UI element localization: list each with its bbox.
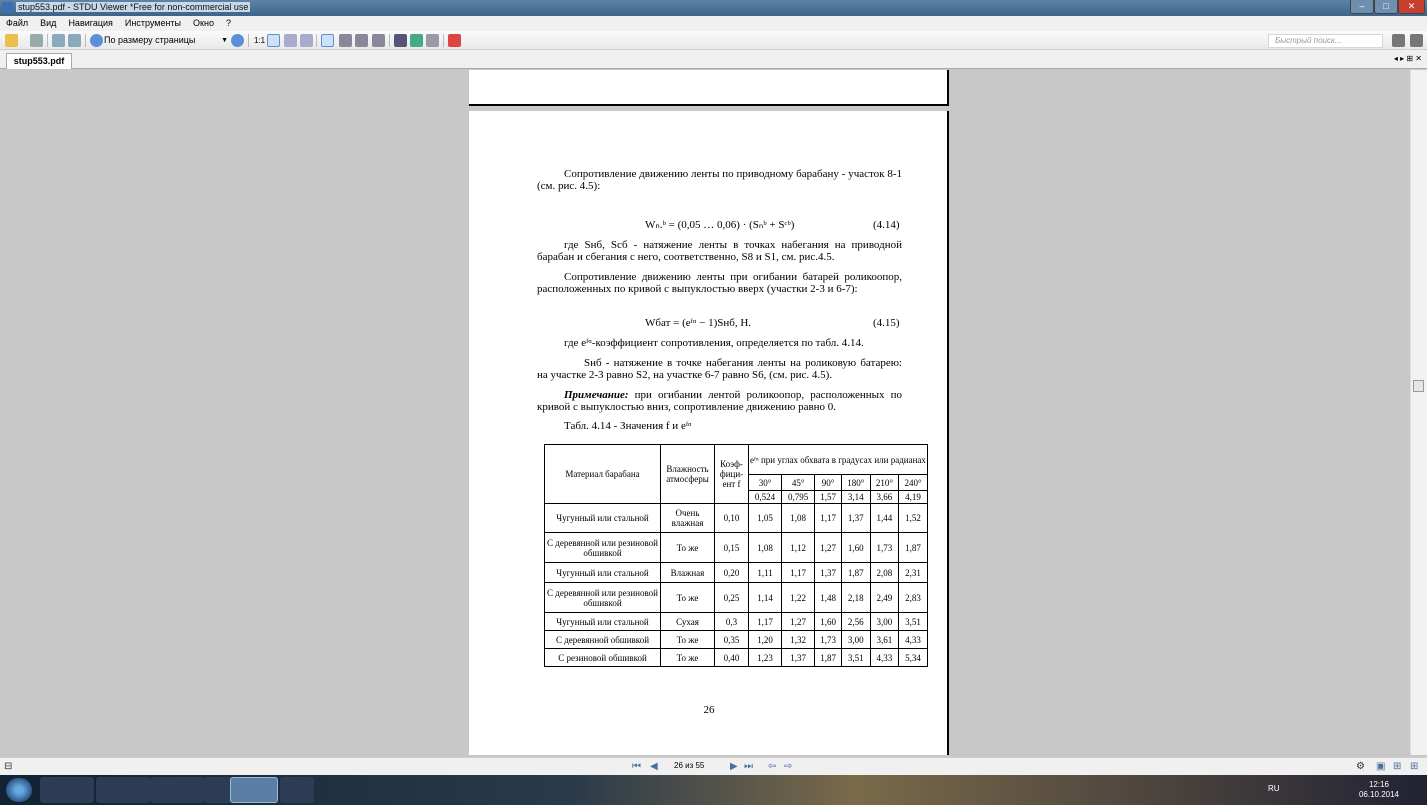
radian-header: 4,19 — [899, 491, 928, 504]
row-value: 1,23 — [749, 649, 782, 667]
row-value: 1,37 — [841, 504, 870, 533]
scrollbar-thumb[interactable] — [1413, 380, 1424, 392]
equation-formula: Wбат = (eᶠᵅ − 1)Sнб, Н. — [645, 317, 752, 329]
row-value: 1,37 — [815, 563, 842, 583]
row-value: 2,83 — [899, 583, 928, 613]
paragraph: где Sнб, Sсб - натяжение ленты в точках набегания на приводной барабан и сбегания с него, соответственно, S8 и S1, см. рис.4.5. — [537, 239, 902, 263]
internet-explorer-icon[interactable] — [96, 777, 150, 803]
row-coefficient: 0,10 — [715, 504, 749, 533]
title-bar — [0, 0, 1427, 16]
fit-page-icon[interactable] — [267, 34, 280, 47]
coefficient-table — [544, 444, 928, 667]
row-humidity: То же — [661, 533, 715, 563]
copy-icon[interactable] — [52, 34, 65, 47]
app-icon — [2, 2, 13, 13]
row-value: 1,14 — [749, 583, 782, 613]
row-material: С деревянной или резиновой обшивкой — [545, 583, 661, 613]
row-value: 1,44 — [870, 504, 899, 533]
radian-header: 3,66 — [870, 491, 899, 504]
header-angles-group: eᶠᵅ при углах обхвата в градусах или радианах — [749, 445, 928, 475]
radian-header: 0,524 — [749, 491, 782, 504]
sidebar-toggle-icon[interactable]: ⊟ — [4, 761, 13, 772]
row-value: 5,34 — [899, 649, 928, 667]
row-value: 1,60 — [841, 533, 870, 563]
settings-icon[interactable]: ⚙ — [1356, 761, 1365, 772]
row-value: 3,51 — [899, 613, 928, 631]
angle-header: 45° — [782, 475, 815, 491]
row-humidity: Влажная — [661, 563, 715, 583]
row-humidity: То же — [661, 583, 715, 613]
forward-icon[interactable]: ⇨ — [784, 761, 793, 772]
row-value: 1,87 — [899, 533, 928, 563]
row-coefficient: 0,35 — [715, 631, 749, 649]
language-indicator[interactable]: RU — [1268, 784, 1280, 793]
row-value: 1,17 — [749, 613, 782, 631]
snapshot-icon[interactable] — [372, 34, 385, 47]
row-value: 1,22 — [782, 583, 815, 613]
row-value: 1,27 — [815, 533, 842, 563]
menu-help[interactable]: ? — [225, 18, 231, 28]
table-caption: Табл. 4.14 - Значения f и eᶠᵅ — [564, 420, 692, 432]
note-text: при огибании лентой роликоопор, расположенных по кривой с выпуклостью вниз, сопротивление движению равно 0. — [537, 389, 902, 413]
table-row — [545, 649, 928, 667]
row-value: 3,00 — [870, 613, 899, 631]
menu-window[interactable]: Окно — [193, 18, 214, 28]
page-icon[interactable] — [68, 34, 81, 47]
zoom-select[interactable] — [104, 34, 228, 47]
paragraph: Сопротивление движению ленты при огибании батарей роликоопор, расположенных по кривой с выпуклостью вверх (участки 2-3 и 6-7): — [537, 271, 902, 295]
table-row — [545, 631, 928, 649]
table-row — [545, 533, 928, 563]
maximize-button[interactable]: □ — [1374, 0, 1398, 14]
angle-header: 30° — [749, 475, 782, 491]
row-coefficient: 0,3 — [715, 613, 749, 631]
note-label: Примечание: — [564, 389, 629, 401]
row-value: 1,11 — [749, 563, 782, 583]
tab-controls[interactable]: ◂ ▸ ⊞ ✕ — [1393, 54, 1422, 63]
fit-height-icon[interactable] — [300, 34, 313, 47]
sync-icon[interactable] — [410, 34, 423, 47]
zoom-in-icon[interactable] — [231, 34, 244, 47]
header-humidity: Влажность атмосферы — [661, 445, 715, 504]
menu-view[interactable]: Вид — [40, 18, 57, 28]
minimize-button[interactable]: – — [1350, 0, 1374, 14]
tab-document[interactable]: stup553.pdf — [6, 53, 72, 69]
row-value: 1,52 — [899, 504, 928, 533]
chevron-down-icon: ▼ — [221, 37, 228, 44]
paragraph: Sнб - натяжение в точке набегания ленты на роликовую батарею: на участке 2-3 равно S2, на участке 6-7 равно S6, (см. рис. 4.5). — [537, 357, 902, 381]
row-value: 1,12 — [782, 533, 815, 563]
single-page-view-icon[interactable]: ▣ — [1376, 761, 1386, 772]
paragraph: где eᶠᵅ-коэффициент сопротивления, определяется по табл. 4.14. — [564, 337, 864, 349]
table-row — [545, 504, 928, 533]
angle-header: 90° — [815, 475, 842, 491]
row-value: 1,17 — [815, 504, 842, 533]
tab-bar — [0, 50, 1427, 69]
media-player-icon[interactable] — [40, 777, 94, 803]
grid-view-icon[interactable]: ⊞ — [1410, 761, 1419, 772]
row-humidity: То же — [661, 649, 715, 667]
next-page-icon[interactable]: ▶ — [730, 761, 738, 772]
row-material: С деревянной обшивкой — [545, 631, 661, 649]
row-humidity: Сухая — [661, 613, 715, 631]
row-value: 1,73 — [870, 533, 899, 563]
angle-header: 180° — [841, 475, 870, 491]
toolbar — [0, 31, 1427, 50]
clock-time: 12:16 — [1368, 780, 1389, 789]
row-value: 1,27 — [782, 613, 815, 631]
word-icon[interactable] — [280, 777, 314, 803]
row-value: 3,61 — [870, 631, 899, 649]
table-row — [545, 583, 928, 613]
current-page — [469, 111, 949, 755]
row-value: 1,08 — [782, 504, 815, 533]
row-value: 1,20 — [749, 631, 782, 649]
fit-width-icon[interactable] — [284, 34, 297, 47]
menu-navigation[interactable]: Навигация — [68, 18, 113, 28]
row-value: 1,37 — [782, 649, 815, 667]
row-value: 4,33 — [899, 631, 928, 649]
row-material: С резиновой обшивкой — [545, 649, 661, 667]
taskbar — [0, 775, 1427, 805]
print-icon[interactable] — [30, 34, 43, 47]
row-humidity: Очень влажная — [661, 504, 715, 533]
last-page-icon[interactable]: ⏭ — [744, 761, 753, 772]
row-material: С деревянной или резиновой обшивкой — [545, 533, 661, 563]
row-material: Чугунный или стальной — [545, 563, 661, 583]
row-value: 2,31 — [899, 563, 928, 583]
vertical-scrollbar[interactable] — [1410, 70, 1427, 755]
header-coefficient: Коэф-фици-ент f — [715, 445, 749, 504]
row-value: 1,32 — [782, 631, 815, 649]
row-value: 1,60 — [815, 613, 842, 631]
angle-header: 210° — [870, 475, 899, 491]
row-value: 2,56 — [841, 613, 870, 631]
separator — [47, 34, 48, 47]
search-options-icon[interactable] — [1410, 34, 1423, 47]
start-button-icon[interactable] — [6, 778, 32, 802]
search-go-icon[interactable] — [1392, 34, 1405, 47]
row-value: 2,49 — [870, 583, 899, 613]
quick-search-input[interactable]: Быстрый поиск... — [1268, 34, 1383, 48]
row-value: 2,08 — [870, 563, 899, 583]
pages-icon[interactable] — [426, 34, 439, 47]
previous-page — [469, 70, 949, 106]
row-material: Чугунный или стальной — [545, 613, 661, 631]
equation-number: (4.14) — [873, 219, 900, 231]
first-page-icon[interactable]: ⏮ — [632, 761, 641, 772]
menu-file[interactable]: Файл — [6, 18, 29, 28]
close-button[interactable]: ✕ — [1398, 0, 1425, 14]
row-value: 4,33 — [870, 649, 899, 667]
row-value: 1,73 — [815, 631, 842, 649]
table-row — [545, 613, 928, 631]
row-value: 1,48 — [815, 583, 842, 613]
row-value: 1,05 — [749, 504, 782, 533]
find-icon[interactable] — [394, 34, 407, 47]
bookmark-icon[interactable] — [448, 34, 461, 47]
row-coefficient: 0,40 — [715, 649, 749, 667]
table-row — [545, 563, 928, 583]
separator — [316, 34, 317, 47]
status-bar — [0, 757, 1427, 775]
text-select-icon[interactable] — [339, 34, 352, 47]
hand-tool-icon[interactable] — [321, 34, 334, 47]
note-paragraph — [537, 389, 902, 413]
row-value: 1,87 — [815, 649, 842, 667]
clock-date: 06.10.2014 — [1358, 790, 1399, 799]
row-value: 3,51 — [841, 649, 870, 667]
menu-bar — [0, 16, 1427, 31]
document-viewport[interactable] — [6, 70, 1410, 755]
page-number: 26 — [703, 704, 715, 716]
row-value: 1,17 — [782, 563, 815, 583]
row-coefficient: 0,20 — [715, 563, 749, 583]
header-material: Материал барабана — [545, 445, 661, 504]
equation-number: (4.15) — [873, 317, 900, 329]
back-icon[interactable]: ⇦ — [768, 761, 777, 772]
row-value: 3,00 — [841, 631, 870, 649]
angle-header: 240° — [899, 475, 928, 491]
row-value: 2,18 — [841, 583, 870, 613]
image-select-icon[interactable] — [355, 34, 368, 47]
separator — [443, 34, 444, 47]
radian-header: 0,795 — [782, 491, 815, 504]
radian-header: 1,57 — [815, 491, 842, 504]
row-material: Чугунный или стальной — [545, 504, 661, 533]
separator — [248, 34, 249, 47]
equation-formula: Wₙ.ᵇ = (0,05 … 0,06) · (Sₙᵇ + Sᶜᵇ) — [645, 219, 795, 231]
row-value: 1,08 — [749, 533, 782, 563]
open-folder-icon[interactable] — [5, 34, 18, 47]
separator — [389, 34, 390, 47]
zoom-out-icon[interactable] — [90, 34, 103, 47]
zoom-value: По размеру страницы — [104, 35, 196, 45]
row-coefficient: 0,25 — [715, 583, 749, 613]
row-value: 1,87 — [841, 563, 870, 583]
paragraph: Сопротивление движению ленты по приводному барабану - участок 8-1 (см. рис. 4.5): — [537, 168, 902, 192]
actual-size-button[interactable]: 1:1 — [254, 36, 266, 45]
file-explorer-icon[interactable] — [150, 777, 204, 803]
clock[interactable] — [1359, 780, 1399, 800]
page-indicator[interactable]: 26 из 55 — [674, 761, 705, 770]
radian-header: 3,14 — [841, 491, 870, 504]
window-title: stup553.pdf - STDU Viewer *Free for non-commercial use — [18, 2, 249, 12]
previous-page-icon[interactable]: ◀ — [650, 761, 658, 772]
row-coefficient: 0,15 — [715, 533, 749, 563]
two-page-view-icon[interactable]: ⊞ — [1393, 761, 1402, 772]
menu-tools[interactable]: Инструменты — [124, 18, 182, 28]
stdu-viewer-taskbar-icon[interactable] — [230, 777, 278, 803]
separator — [85, 34, 86, 47]
row-humidity: То же — [661, 631, 715, 649]
